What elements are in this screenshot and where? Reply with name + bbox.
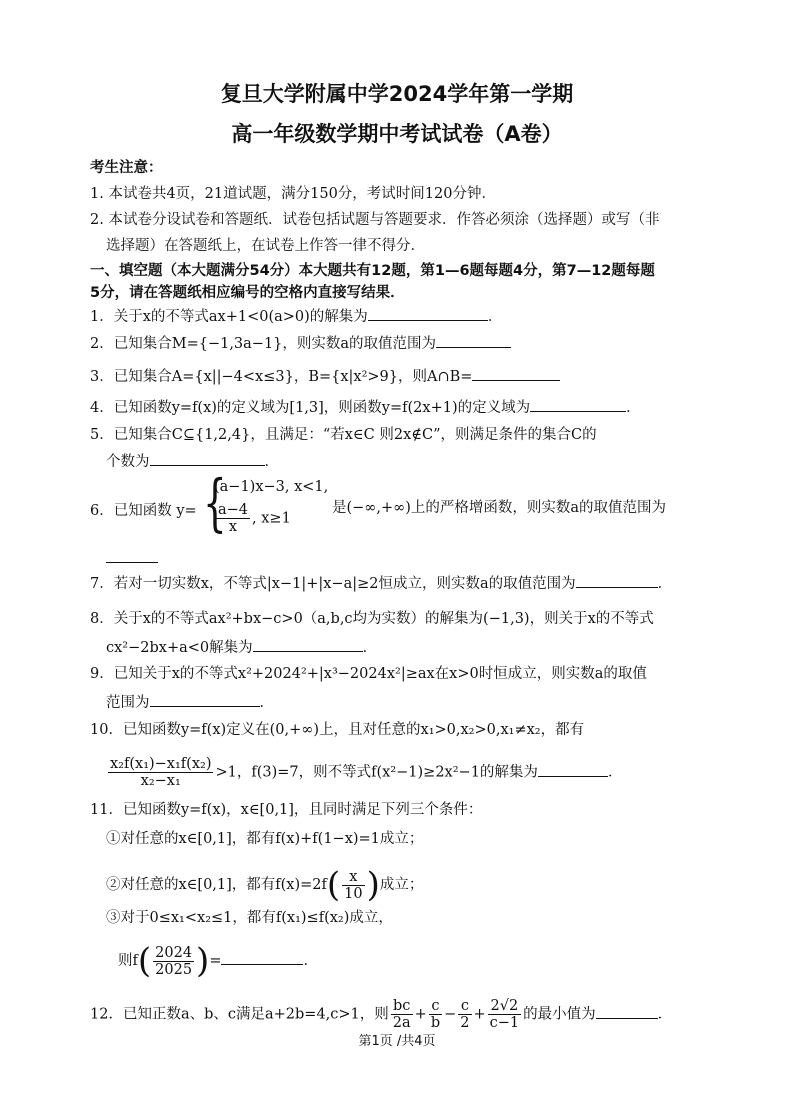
piecewise-case-2	[214, 502, 291, 535]
q11-condition-2: ②对任意的x∈[0,1]，都有f(x)=2f( $\frac{x}{10}$ )成立；	[106, 865, 424, 905]
q12-frac1-den: 2a	[392, 1015, 411, 1031]
question-9: 9．已知关于x的不等式x²+2024²+|x³−2024x²|≥ax在x>0时恒成立，则实数a的取值	[90, 666, 647, 682]
question-7-text: 7．若对一切实数x，不等式|x−1|+|x−a|≥2恒成立，则实数a的取值范围为	[90, 576, 576, 592]
q11-ask-den: 2025	[155, 961, 193, 978]
question-2-text: 2．已知集合M={−1,3a−1}，则实数a的取值范围为	[90, 336, 437, 352]
q10-numerator: x₂f(x₁)−x₁f(x₂)	[110, 756, 212, 772]
notice-item-2b: 选择题）在答题纸上，在试卷上作答一律不得分．	[106, 238, 425, 254]
piecewise-brace: {	[203, 466, 227, 539]
piecewise-case-1: (a−1)x−3, x<1,	[214, 479, 329, 495]
question-10: 10．已知函数y=f(x)定义在(0,+∞)上，且对任意的x₁>0,x₂>0,x₁≠x₂，都有	[90, 722, 585, 738]
answer-blank-10[interactable]	[538, 762, 608, 777]
answer-blank-1[interactable]	[368, 306, 488, 321]
q12-plus-1: +	[414, 1006, 427, 1023]
answer-blank-6[interactable]	[106, 548, 158, 563]
q10-tail: >1，f(3)=7，则不等式f(x²−1)≥2x²−1的解集为	[215, 764, 538, 781]
answer-blank-7[interactable]	[576, 573, 658, 588]
q11-c2-post: 成立；	[379, 877, 424, 893]
question-1-text: 1．关于x的不等式ax+1<0(a>0)的解集为	[90, 309, 368, 325]
question-5-text: 个数为	[106, 454, 150, 470]
q12-frac1-num: bc	[391, 998, 413, 1015]
question-2	[90, 333, 511, 354]
q12-frac2-num: c	[429, 998, 442, 1015]
question-1: 1．关于x的不等式ax+1<0(a>0)的解集为 ．	[90, 306, 502, 327]
q12-frac4-num: 2√2	[488, 998, 522, 1015]
case-2-denominator: x	[228, 519, 238, 535]
question-3	[90, 366, 560, 387]
section-1-header-cont: 5分，请在答题纸相应编号的空格内直接写结果．	[90, 285, 405, 301]
q12-frac3-num: c	[458, 998, 471, 1015]
question-6-answer	[106, 548, 158, 569]
notice-item-2a: 2. 本试卷分设试卷和答题纸．试卷包括试题与答题要求．作答必须涂（选择题）或写（非	[90, 212, 660, 228]
q11-c2-den: 10	[344, 885, 363, 902]
answer-blank-2[interactable]	[436, 333, 511, 348]
answer-blank-5[interactable]	[150, 451, 265, 466]
q12-frac2-den: b	[430, 1015, 441, 1031]
question-7: 7．若对一切实数x，不等式|x−1|+|x−a|≥2恒成立，则实数a的取值范围为 ．	[90, 573, 672, 594]
q12-frac4-den: c−1	[489, 1015, 520, 1031]
q12-minus: −	[444, 1006, 457, 1023]
exam-title: 复旦大学附属中学2024学年第一学期	[220, 82, 574, 106]
question-4: 4．已知函数y=f(x)的定义域为[1,3]，则函数y=f(2x+1)的定义域为 ．	[90, 397, 641, 418]
q11-condition-3: ③对于0≤x₁<x₂≤1，都有f(x₁)≤f(x₂)成立，	[106, 910, 393, 926]
answer-blank-4[interactable]	[530, 397, 626, 412]
answer-blank-3[interactable]	[472, 366, 560, 381]
question-12: 12．已知正数a、b、c满足a+2b=4,c>1，则 $\frac{bc}{2a}$ + $\frac{c}{b}$ − $\frac{c}{2}$ + $\frac{2√2}{c-1}$ 的最小值为 ．	[90, 998, 673, 1031]
q12-post: 的最小值为	[523, 1006, 596, 1023]
question-8: 8．关于x的不等式ax²+bx−c>0（a,b,c均为实数）的解集为(−1,3)，则关于x的不等式	[90, 611, 654, 627]
answer-blank-8[interactable]	[253, 637, 363, 652]
question-11: 11．已知函数y=f(x)，x∈[0,1]，且同时满足下列三个条件：	[90, 802, 483, 818]
answer-blank-11[interactable]	[221, 950, 303, 965]
notice-heading: 考生注意：	[90, 160, 163, 176]
page-footer: 第1页 /共4页	[358, 1034, 436, 1049]
question-9-text: 范围为	[106, 695, 150, 711]
question-8-text: cx²−2bx+a<0解集为	[106, 640, 253, 656]
notice-item-1: 1. 本试卷共4页，21道试题，满分150分，考试时间120分钟．	[90, 186, 496, 202]
q11-c2-num: x	[342, 869, 364, 886]
exam-subtitle: 高一年级数学期中考试试卷（A卷）	[231, 122, 563, 146]
q11-ask-post: =	[209, 953, 222, 969]
q10-denominator: x₂−x₁	[140, 773, 181, 789]
q11-question: 则f( $\frac{2024}{2025}$ )= ．	[118, 941, 318, 981]
case-2-numerator: a−4	[218, 502, 249, 518]
question-4-text: 4．已知函数y=f(x)的定义域为[1,3]，则函数y=f(2x+1)的定义域为	[90, 400, 531, 416]
case-2-condition: , x≥1	[252, 510, 291, 527]
question-5: 5．已知集合C⊆{1,2,4}，且满足：“若x∈C 则2x∉C”，则满足条件的集合C的	[90, 427, 597, 443]
question-3-text: 3．已知集合A={x||−4<x≤3}，B={x|x²>9}，则A∩B=	[90, 369, 473, 385]
section-1-header: 一、填空题（本大题满分54分）本大题共有12题，第1—6题每题4分，第7—12题每题	[90, 263, 655, 279]
answer-blank-12[interactable]	[596, 1004, 658, 1019]
question-6-suffix: 是(−∞,+∞)上的严格增函数，则实数a的取值范围为	[332, 500, 667, 516]
q12-plus-2: +	[473, 1006, 486, 1023]
question-10-cont: $\frac{\text{x₂f(x₁)−x₁f(x₂)}}{\text{x₂−x₁}}$ >1，f(3)=7，则不等式f(x²−1)≥2x²−1的解集为 ．	[110, 756, 623, 789]
q11-condition-1: ①对任意的x∈[0,1]，都有f(x)+f(1−x)=1成立；	[106, 831, 424, 847]
q12-pre: 12．已知正数a、b、c满足a+2b=4,c>1，则	[90, 1006, 389, 1023]
q11-c2-pre: ②对任意的x∈[0,1]，都有f(x)=2f	[106, 877, 327, 893]
q11-ask-pre: 则f	[118, 953, 138, 969]
question-5-cont: 个数为 ．	[106, 451, 279, 472]
question-9-cont: 范围为 ．	[106, 692, 274, 713]
answer-blank-9[interactable]	[150, 692, 260, 707]
q12-frac3-den: 2	[460, 1015, 470, 1031]
question-8-cont: cx²−2bx+a<0解集为 ．	[106, 637, 377, 658]
q11-ask-num: 2024	[155, 944, 193, 961]
question-6-prefix: 6．已知函数 y=	[90, 503, 197, 519]
